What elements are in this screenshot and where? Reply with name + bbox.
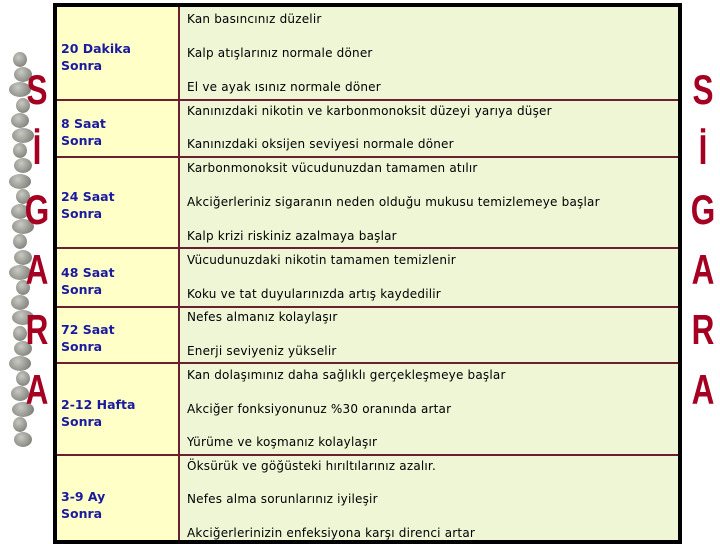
time-label (61, 188, 115, 222)
sigara-letter: G (24, 186, 50, 233)
sigara-letter: A (691, 366, 715, 413)
time-label (61, 321, 115, 355)
row-divider (57, 306, 678, 308)
time-label (61, 40, 131, 74)
time-label-line: 72 Saat (61, 322, 115, 337)
effect-text: Vücudunuzdaki nikotin tamamen temizlenir (187, 253, 456, 267)
row-divider (57, 454, 678, 456)
time-label-line: Sonra (61, 339, 103, 354)
effect-text: Nefes alma sorunlarınız iyileşir (187, 492, 378, 506)
effect-text: El ve ayak ısınız normale döner (187, 80, 381, 94)
time-label-line: 8 Saat (61, 116, 106, 131)
time-label-line: 20 Dakika (61, 41, 131, 56)
sigara-letter: A (25, 366, 49, 413)
time-label-line: 48 Saat (61, 265, 115, 280)
sigara-letter: A (691, 246, 715, 293)
time-label (61, 115, 106, 149)
effect-text: Koku ve tat duyularınızda artış kaydedilir (187, 287, 441, 301)
row-divider (57, 362, 678, 364)
sigara-letter: R (691, 306, 715, 353)
sigara-letter: A (25, 246, 49, 293)
sigara-letter: G (690, 186, 716, 233)
quit-smoking-timeline-table (53, 3, 682, 544)
effect-text: Öksürük ve göğüsteki hırıltılarınız azalır. (187, 459, 436, 473)
time-label-line: 24 Saat (61, 189, 115, 204)
effect-text: Akciğer fonksiyonunuz %30 oranında artar (187, 402, 452, 416)
row-divider (57, 99, 678, 101)
sigara-letter: S (26, 66, 48, 113)
time-label-line: Sonra (61, 282, 103, 297)
row-divider (57, 247, 678, 249)
effect-text: Kan dolaşımınız daha sağlıklı gerçekleşmeye başlar (187, 368, 506, 382)
sigara-letter: R (25, 306, 49, 353)
sigara-letter: İ (32, 126, 42, 173)
effect-text: Yürüme ve koşmanız kolaylaşır (187, 435, 378, 449)
time-label-line: 3-9 Ay (61, 489, 106, 504)
effect-text: Kan basıncınız düzelir (187, 12, 322, 26)
time-label-line: Sonra (61, 506, 103, 521)
effect-text: Enerji seviyeniz yükselir (187, 344, 337, 358)
effect-text: Akciğerleriniz sigaranın neden olduğu mukusu temizlemeye başlar (187, 195, 600, 209)
effect-text: Kalp atışlarınız normale döner (187, 46, 373, 60)
effect-text: Kanınızdaki nikotin ve karbonmonoksit düzeyi yarıya düşer (187, 104, 552, 118)
effect-text: Kanınızdaki oksijen seviyesi normale döner (187, 137, 454, 151)
time-label-line: Sonra (61, 414, 103, 429)
time-label-line: 2-12 Hafta (61, 397, 136, 412)
row-divider (57, 156, 678, 158)
sigara-word-left (26, 60, 49, 420)
effect-text: Karbonmonoksit vücudunuzdan tamamen atılır (187, 161, 478, 175)
stone (14, 432, 32, 447)
time-label-line: Sonra (61, 133, 103, 148)
effect-text: Nefes almanız kolaylaşır (187, 310, 338, 324)
effect-text: Akciğerlerinizin enfeksiyona karşı direnci artar (187, 526, 476, 540)
sigara-word-right (692, 60, 715, 420)
sigara-letter: S (692, 66, 714, 113)
effect-text: Kalp krizi riskiniz azalmaya başlar (187, 229, 397, 243)
time-label (61, 488, 105, 522)
sigara-letter: İ (698, 126, 708, 173)
time-label (61, 264, 115, 298)
time-label-line: Sonra (61, 58, 103, 73)
time-label (61, 396, 135, 430)
time-label-line: Sonra (61, 206, 103, 221)
